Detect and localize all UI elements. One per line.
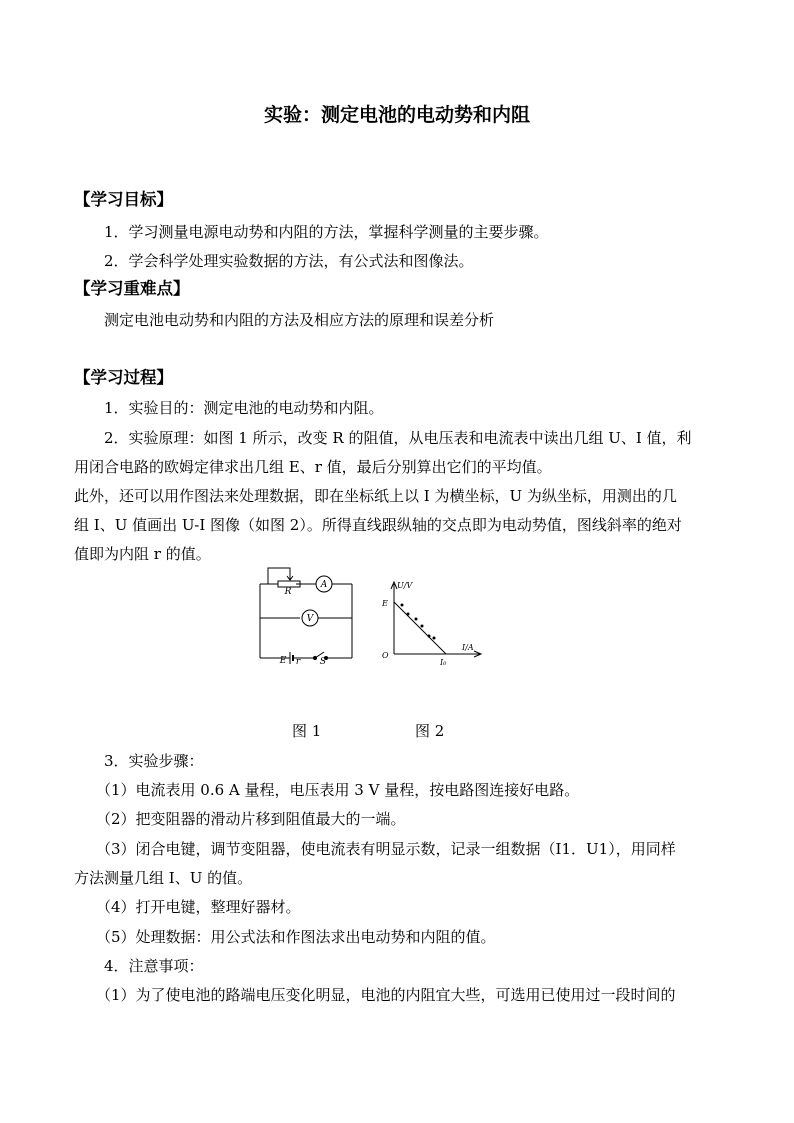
- internal-resistance-label: r: [295, 657, 301, 667]
- rheostat-label: R: [284, 587, 292, 597]
- ui-graph: [378, 576, 484, 668]
- goal-item: 1．学习测量电源电动势和内阻的方法，掌握科学测量的主要步骤。: [104, 223, 549, 241]
- process-line: 用闭合电路的欧姆定律求出几组 E、r 值，最后分别算出它们的平均值。: [74, 458, 552, 476]
- step-item: （4）打开电键，整理好器材。: [96, 898, 301, 916]
- process-line: 此外，还可以用作图法来处理数据，即在坐标纸上以 I 为横坐标，U 为纵坐标，用测出的几: [74, 487, 677, 505]
- emf-intercept-label: E: [382, 599, 388, 608]
- step-item: （2）把变阻器的滑动片移到阻值最大的一端。: [96, 810, 406, 828]
- switch-label: S: [319, 657, 327, 667]
- key-points-text: 测定电池电动势和内阻的方法及相应方法的原理和误差分析: [104, 311, 495, 329]
- process-line: 2．实验原理：如图 1 所示，改变 R 的阻值，从电压表和电流表中读出几组 U、I 值，利: [104, 429, 692, 447]
- key-points-heading: 【学习重难点】: [74, 279, 190, 298]
- process-line: 组 I、U 值画出 U-I 图像（如图 2）。所得直线跟纵轴的交点即为电动势值，图线斜率的绝对: [74, 516, 682, 534]
- page-title: 实验：测定电池的电动势和内阻: [263, 104, 530, 126]
- emf-label: E: [279, 656, 287, 666]
- goal-item: 2．学会科学处理实验数据的方法，有公式法和图像法。: [104, 252, 474, 270]
- figure1-caption: 图 1: [292, 722, 322, 740]
- goals-heading: 【学习目标】: [74, 190, 173, 209]
- y-axis-label: U/V: [397, 581, 413, 590]
- process-line: 1．实验目的：测定电池的电动势和内阻。: [104, 399, 384, 417]
- step-item: 方法测量几组 I、U 的值。: [74, 869, 253, 887]
- step-item: （1）电流表用 0.6 A 量程，电压表用 3 V 量程，按电路图连接好电路。: [96, 781, 580, 799]
- step-item: （3）闭合电键，调节变阻器，使电流表有明显示数，记录一组数据（I1．U1），用同样: [96, 840, 676, 858]
- step-item: （5）处理数据：用公式法和作图法求出电动势和内阻的值。: [96, 928, 496, 946]
- note-item: （1）为了使电池的路端电压变化明显，电池的内阻宜大些，可选用已使用过一段时间的: [96, 986, 676, 1004]
- ammeter-label: A: [320, 580, 328, 590]
- notes-heading: 4．注意事项：: [104, 957, 204, 975]
- short-circuit-current-label: I₀: [440, 658, 447, 667]
- process-line: 值即为内阻 r 的值。: [74, 545, 211, 563]
- voltmeter-label: V: [306, 614, 314, 624]
- x-axis-label: I/A: [462, 643, 474, 652]
- figure2-caption: 图 2: [415, 722, 445, 740]
- steps-heading: 3．实验步骤：: [104, 752, 204, 770]
- data-points: [401, 604, 436, 640]
- circuit-diagram: [252, 560, 364, 670]
- process-heading: 【学习过程】: [74, 368, 173, 387]
- origin-label: O: [382, 651, 389, 660]
